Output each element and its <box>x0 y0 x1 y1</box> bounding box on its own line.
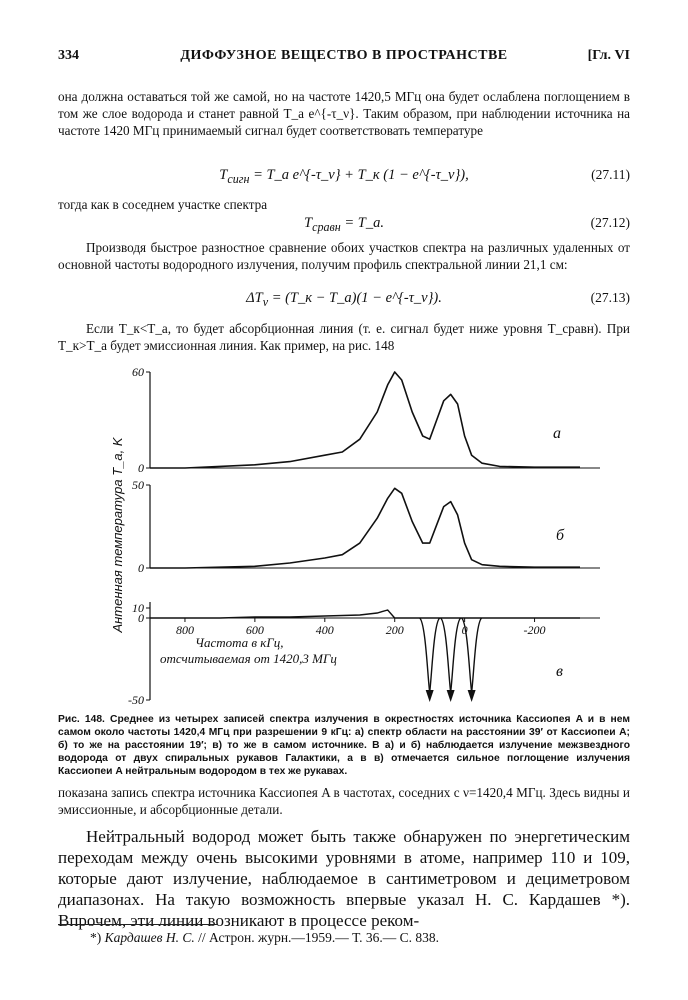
footnote: *) Кардашев Н. С. // Астрон. журн.—1959.— Т. 36.— С. 838. <box>90 930 439 945</box>
spectrum-line-б <box>150 488 580 568</box>
x-axis-label-line1: Частота в кГц, <box>195 635 284 650</box>
paragraph-4: Если T_к<T_а, то будет абсорбционная линия (т. е. сигнал будет ниже уровня T_сравн). При T_к>T_а будет эмиссионная линия. Как пример, на рис. 148 <box>58 321 630 353</box>
y-tick-label: 0 <box>138 461 144 475</box>
panel-label: б <box>556 527 565 544</box>
y-tick-label: 0 <box>138 611 144 625</box>
absorption-dip <box>472 618 482 692</box>
absorption-dip <box>451 618 461 692</box>
x-tick-label: 200 <box>385 623 404 637</box>
paragraph-2: тогда как в соседнем участке спектра <box>58 197 268 212</box>
running-title: ДИФФУЗНОЕ ВЕЩЕСТВО В ПРОСТРАНСТВЕ <box>180 48 508 63</box>
y-tick-label: -50 <box>128 693 144 707</box>
x-axis-label-line2: отсчитываемая от 1420,3 МГц <box>160 651 337 666</box>
figure-148 <box>0 360 688 710</box>
arrow-head <box>447 690 455 702</box>
y-tick-label: 0 <box>138 561 144 575</box>
footnote-rule <box>58 924 218 925</box>
absorption-dip <box>420 618 430 692</box>
figure-caption: Рис. 148. Среднее из четырех записей спектра излучения в окрестностях источника Кассиопея A и в нем самом около частоты 1420,4 МГц при разрешении 9 кГц: а) спектр области на расстоянии 39′ от Кассиопеи A; б) то же на расстоянии 19′; в) то же в самом источнике. В а) и б) наблюдается излучение межзвездного водорода от двух спиральных рукавов Галактики, а в в) отмечается сильное поглощение излучения Кассиопеи A нейтральным водородом в тех же рукавах. <box>58 714 630 777</box>
panel-label: в <box>556 663 563 680</box>
y-tick-label: 60 <box>132 365 144 379</box>
arrow-head <box>426 690 434 702</box>
y-tick-label: 10 <box>132 601 144 615</box>
spectrum-line-в <box>150 610 580 618</box>
panel-label: а <box>553 425 561 442</box>
paragraph-5: показана запись спектра источника Кассиопея A в частотах, соседних с ν=1420,4 МГц. Здесь видны и эмиссионные, и абсорбционные детали. <box>58 785 630 817</box>
absorption-dip <box>430 618 440 692</box>
paragraph-3: Производя быстрое разностное сравнение обоих участков спектра на различных удаленных от основной частоты водородного излучения, получим профиль спектральной линии 21,1 см: <box>58 240 630 272</box>
page-header <box>58 48 630 68</box>
absorption-dip <box>441 618 451 692</box>
x-tick-label: 800 <box>175 623 194 637</box>
paragraph-1: она должна оставаться той же самой, но на частоте 1420,5 МГц она будет ослаблена поглощением в том же слое водорода и станет равной T_a e^{-τ_ν}. Таким образом, при наблюдении источника на частоте 1420 МГц принимаемый сигнал будет соответствовать температуре <box>58 89 630 138</box>
spectrum-line-а <box>150 372 580 468</box>
page-number: 334 <box>58 48 79 63</box>
y-axis-label: Антенная температура T_a, K <box>110 437 125 633</box>
x-tick-label: 400 <box>315 623 334 637</box>
x-tick-label: 600 <box>245 623 264 637</box>
x-tick-label: 0 <box>461 623 468 637</box>
section-label: [Гл. VI <box>587 48 630 63</box>
x-tick-label: -200 <box>523 623 546 637</box>
arrow-head <box>468 690 476 702</box>
paragraph-6: Нейтральный водород может быть также обнаружен по энергетическим переходам между очень высокими уровнями в атоме, например 110 и 109, которые дают излучение, наблюдаемое в сантиметровом и дециметровом диапазонах. На такую возможность впервые указал Н. С. Кардашев *). Впрочем, эти линии возникают в процессе реком- <box>58 827 630 930</box>
y-tick-label: 50 <box>132 478 144 492</box>
